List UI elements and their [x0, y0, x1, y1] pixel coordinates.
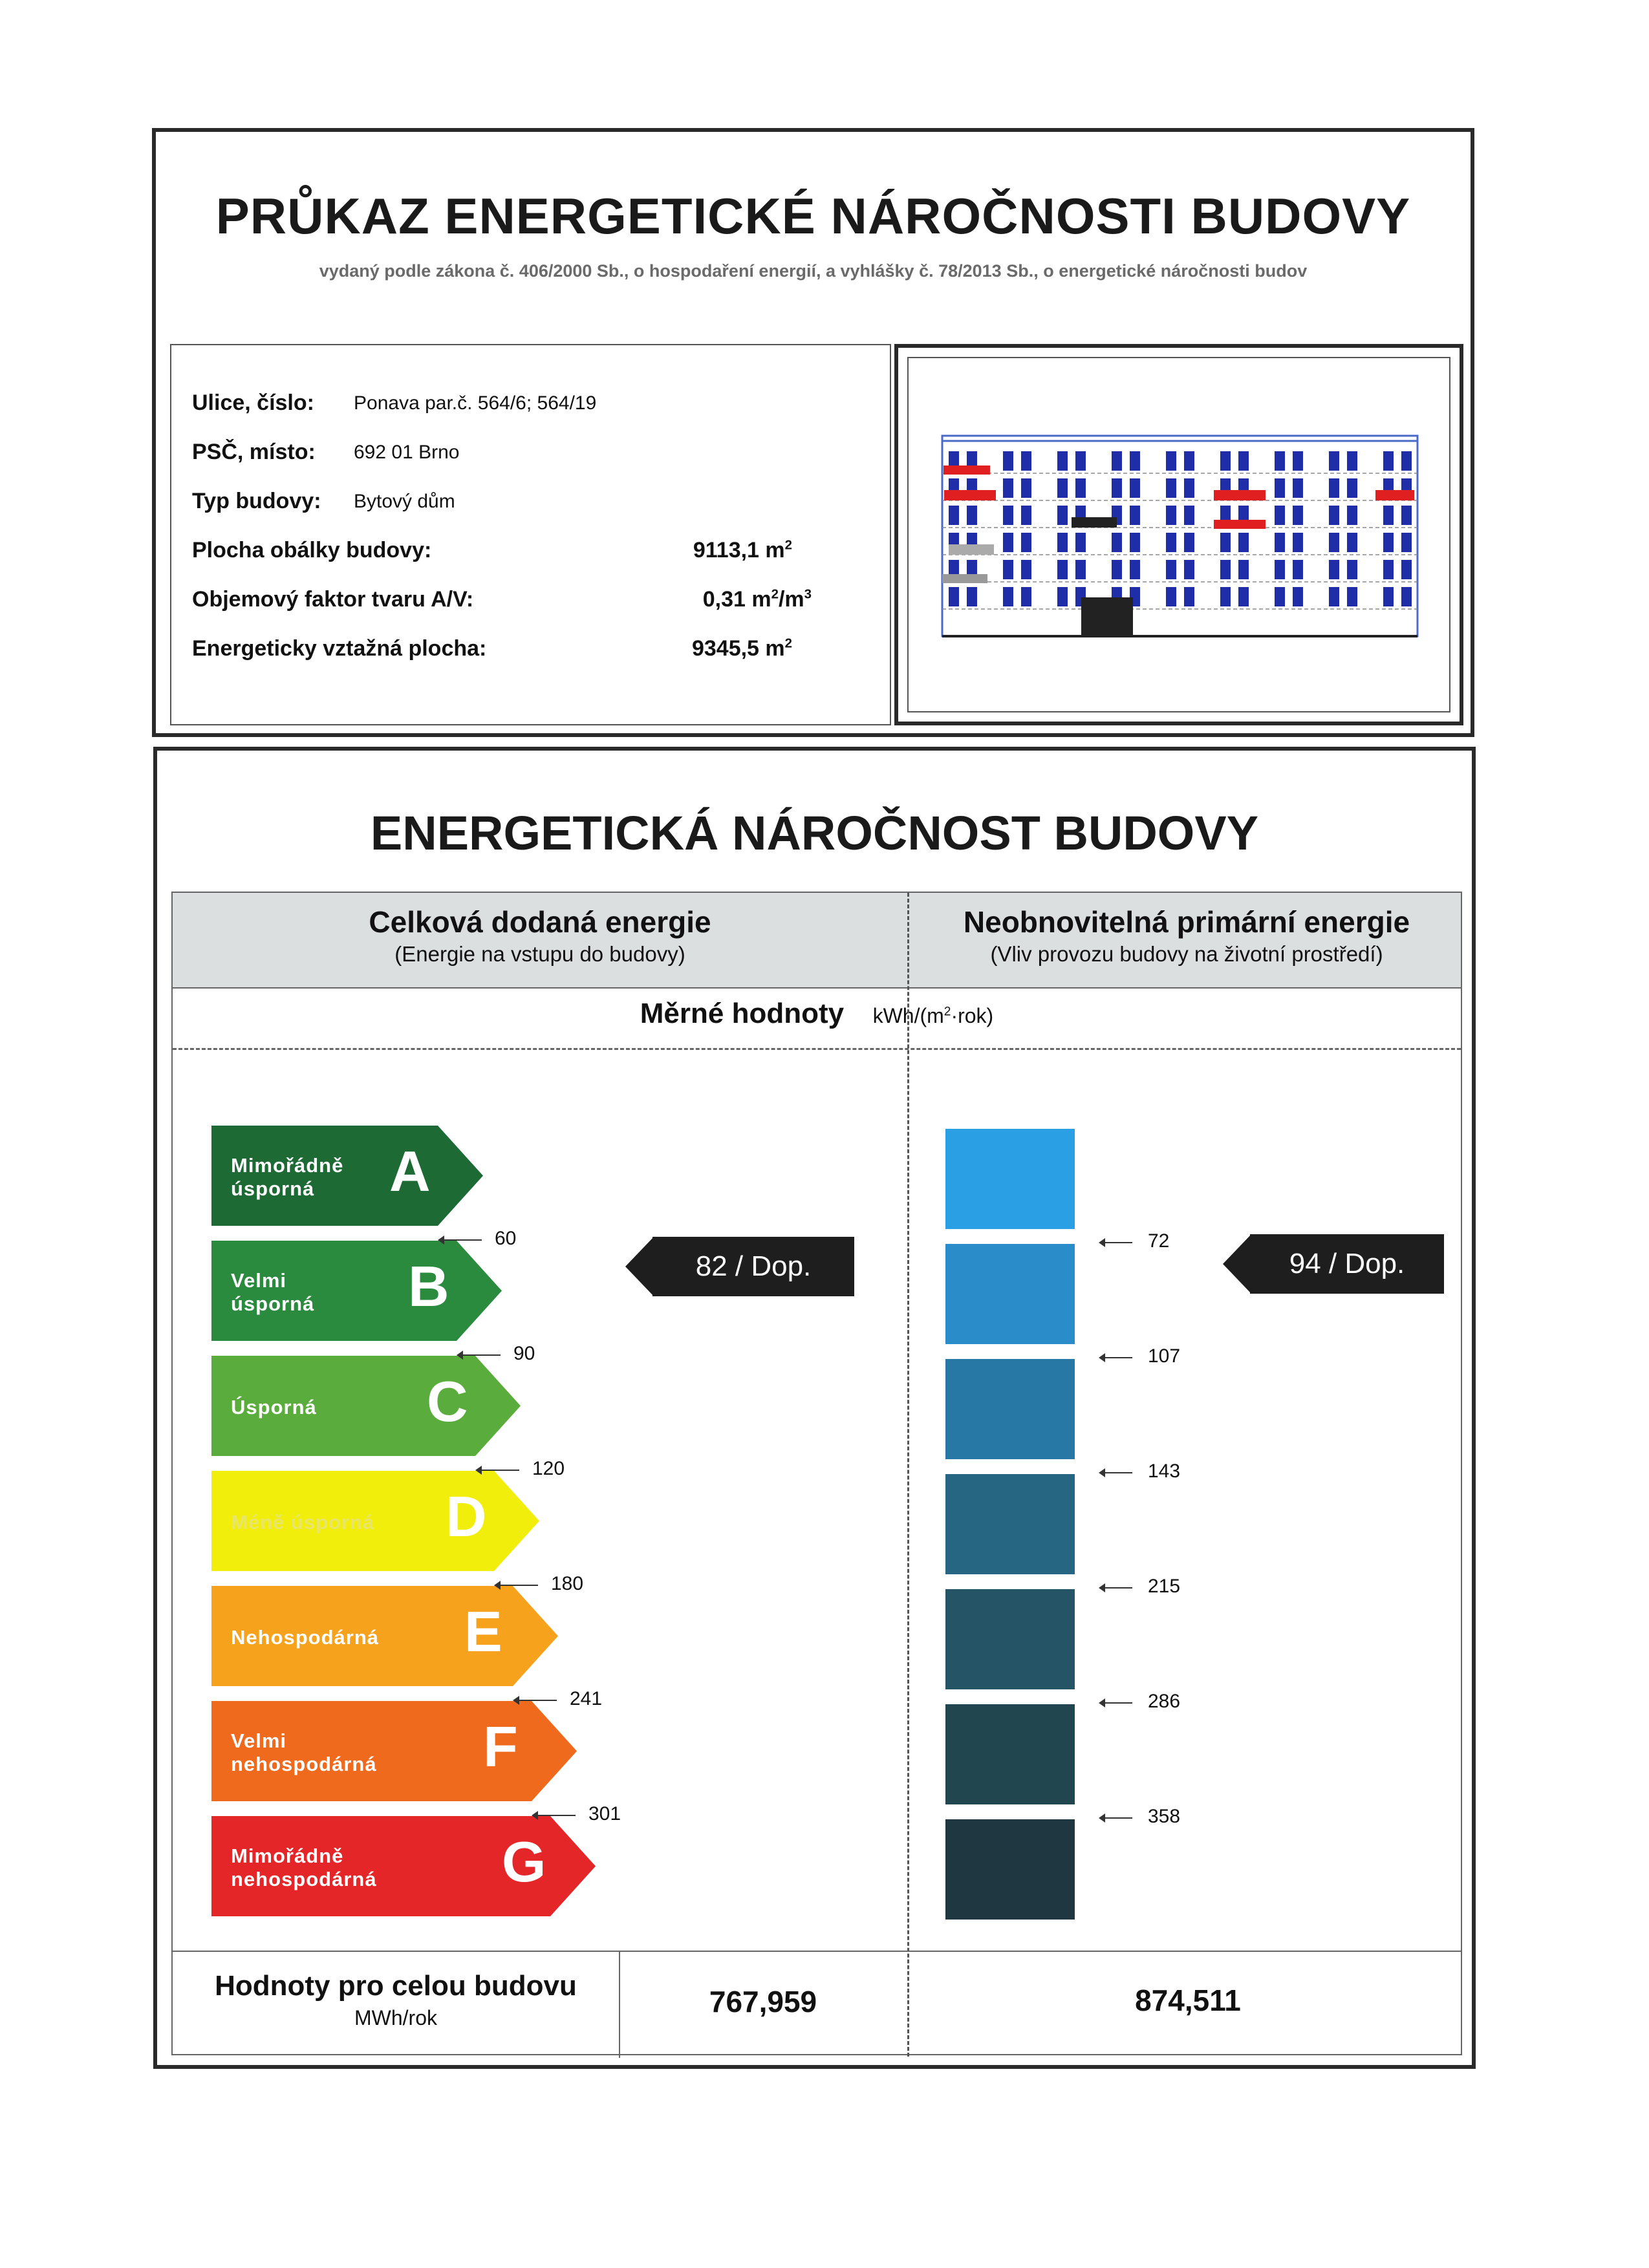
primary-energy-band — [945, 1819, 1075, 1920]
energy-class-letter: F — [483, 1715, 518, 1779]
street-label: Ulice, číslo: — [192, 390, 314, 415]
delivered-energy-subtitle: (Energie na vstupu do budovy) — [394, 942, 685, 966]
result-pointer-icon — [625, 1237, 654, 1296]
energy-class-letter: B — [408, 1254, 449, 1318]
energy-class-letter: E — [464, 1599, 502, 1664]
threshold-value: 215 — [1148, 1576, 1181, 1597]
building-info-panel — [152, 128, 1474, 737]
primary-energy-result-text: 94 / Dop. — [1289, 1248, 1405, 1279]
threshold-value: 120 — [532, 1458, 565, 1479]
threshold-arrow-icon — [1104, 1357, 1132, 1358]
energy-class-label — [231, 1511, 374, 1534]
shape-factor-label: Objemový faktor tvaru A/V: — [192, 587, 474, 612]
unit-part-b: ·rok) — [951, 1004, 994, 1027]
whole-building-delivered-value: 767,959 — [709, 1985, 817, 2018]
dashed-separator — [173, 1048, 1461, 1050]
energy-class-letter: C — [427, 1369, 468, 1433]
building-details — [170, 344, 891, 725]
threshold-arrow-icon — [443, 1239, 482, 1241]
building-facade-drawing — [909, 358, 1457, 719]
shape-factor-value — [618, 587, 812, 612]
envelope-unit-exp: 2 — [784, 538, 792, 553]
energy-class-b — [211, 1241, 502, 1341]
area-number: 9345,5 — [691, 636, 759, 661]
energy-class-a — [211, 1126, 483, 1226]
envelope-number: 9113,1 — [693, 538, 759, 562]
energy-rating-panel — [153, 747, 1476, 2069]
city-value: 692 01 Brno — [354, 442, 460, 463]
energy-class-label-line: Nehospodárná — [231, 1626, 380, 1649]
unit-exp: 2 — [943, 1005, 951, 1019]
shape-unit-a: m — [751, 587, 771, 612]
result-pointer-icon — [1223, 1234, 1251, 1294]
threshold-value: 60 — [495, 1228, 517, 1249]
primary-energy-title: Neobnovitelná primární energie — [963, 905, 1410, 939]
rating-grid — [171, 892, 1462, 2055]
threshold-arrow-icon — [1104, 1472, 1132, 1473]
shape-unit-b: /m — [778, 587, 804, 612]
threshold-value: 107 — [1148, 1345, 1181, 1367]
energy-class-e — [211, 1586, 558, 1686]
unit-part-a: kWh/(m — [872, 1004, 944, 1027]
area-unit-exp: 2 — [784, 636, 792, 651]
shape-unit-a-exp: 2 — [771, 587, 779, 602]
threshold-arrow-icon — [1104, 1817, 1132, 1819]
energy-class-label-line: úsporná — [231, 1177, 315, 1200]
envelope-label: Plocha obálky budovy: — [192, 538, 432, 562]
whole-building-unit: MWh/rok — [354, 2006, 437, 2029]
city-label: PSČ, místo: — [192, 440, 316, 464]
energy-class-label — [231, 1154, 343, 1201]
energy-class-label — [231, 1845, 377, 1891]
energy-class-label — [231, 1626, 379, 1649]
primary-energy-band — [945, 1129, 1075, 1229]
whole-building-primary-value: 874,511 — [1135, 1984, 1241, 2017]
shape-unit-b-exp: 3 — [804, 587, 812, 602]
energy-class-letter: D — [446, 1484, 487, 1548]
envelope-value — [598, 538, 792, 563]
energy-class-label-line: Úsporná — [231, 1396, 317, 1418]
energy-class-g — [211, 1816, 596, 1916]
building-photo-frame — [894, 344, 1463, 725]
whole-building-values — [173, 1951, 1461, 2057]
threshold-value: 241 — [570, 1688, 603, 1709]
energy-class-label — [231, 1396, 317, 1419]
specific-values-unit — [873, 1004, 994, 1027]
threshold-value: 358 — [1148, 1806, 1181, 1827]
energy-class-label-line: Mimořádně — [231, 1845, 344, 1867]
threshold-arrow-icon — [1104, 1702, 1132, 1704]
energy-class-label-line: Mimořádně — [231, 1154, 344, 1177]
delivered-energy-result-text: 82 / Dop. — [695, 1250, 812, 1282]
whole-building-label: Hodnoty pro celou budovu — [215, 1970, 577, 2002]
street-value: Ponava par.č. 564/6; 564/19 — [354, 392, 597, 414]
certificate-subtitle: vydaný podle zákona č. 406/2000 Sb., o hospodaření energií, a vyhlášky č. 78/2013 Sb., o energetické náročnosti budov — [319, 261, 1308, 281]
certificate-title: PRŮKAZ ENERGETICKÉ NÁROČNOSTI BUDOVY — [215, 187, 1411, 244]
energy-class-label-line: nehospodárná — [231, 1753, 377, 1775]
threshold-arrow-icon — [480, 1470, 519, 1471]
primary-energy-band — [945, 1704, 1075, 1804]
energy-class-d — [211, 1471, 539, 1571]
area-unit: m — [765, 636, 785, 661]
threshold-arrow-icon — [537, 1815, 576, 1816]
energy-class-label — [231, 1269, 314, 1316]
rating-header-band — [173, 893, 1461, 989]
threshold-arrow-icon — [499, 1585, 538, 1586]
threshold-arrow-icon — [1104, 1587, 1132, 1589]
energy-class-label — [231, 1729, 377, 1776]
specific-values-label: Měrné hodnoty — [640, 998, 845, 1029]
type-label: Typ budovy: — [192, 489, 321, 513]
threshold-value: 90 — [513, 1343, 535, 1364]
energy-class-letter: A — [389, 1139, 431, 1203]
primary-energy-band — [945, 1589, 1075, 1689]
energy-class-label-line: úsporná — [231, 1292, 315, 1315]
envelope-unit: m — [765, 538, 785, 562]
energy-class-label-line: Velmi — [231, 1269, 286, 1292]
energy-class-label-line: nehospodárná — [231, 1868, 377, 1890]
delivered-energy-title: Celková dodaná energie — [369, 905, 711, 939]
threshold-arrow-icon — [462, 1354, 501, 1356]
energy-class-label-line: Méně úsporná — [231, 1511, 375, 1534]
delivered-energy-result — [652, 1237, 854, 1296]
primary-energy-band — [945, 1474, 1075, 1574]
primary-energy-band — [945, 1359, 1075, 1459]
primary-energy-result — [1250, 1234, 1444, 1294]
primary-energy-subtitle: (Vliv provozu budovy na životní prostředí) — [990, 942, 1383, 966]
shape-number: 0,31 — [702, 587, 746, 612]
column-divider — [907, 893, 909, 2057]
building-facade-image — [907, 357, 1450, 712]
threshold-arrow-icon — [1104, 1242, 1132, 1243]
reference-area-value — [598, 636, 792, 661]
rating-section-title: ENERGETICKÁ NÁROČNOST BUDOVY — [370, 806, 1259, 860]
threshold-value: 143 — [1148, 1460, 1181, 1482]
threshold-value: 286 — [1148, 1691, 1181, 1712]
specific-values-row — [173, 998, 1461, 1030]
energy-class-letter: G — [502, 1830, 546, 1894]
energy-class-f — [211, 1701, 577, 1801]
energy-class-c — [211, 1356, 521, 1456]
reference-area-label: Energeticky vztažná plocha: — [192, 636, 487, 661]
threshold-value: 180 — [551, 1573, 584, 1594]
threshold-value: 72 — [1148, 1230, 1170, 1252]
type-value: Bytový dům — [354, 491, 455, 512]
energy-class-label-line: Velmi — [231, 1729, 286, 1752]
primary-energy-band — [945, 1244, 1075, 1344]
threshold-arrow-icon — [518, 1700, 557, 1701]
threshold-value: 301 — [588, 1803, 621, 1824]
